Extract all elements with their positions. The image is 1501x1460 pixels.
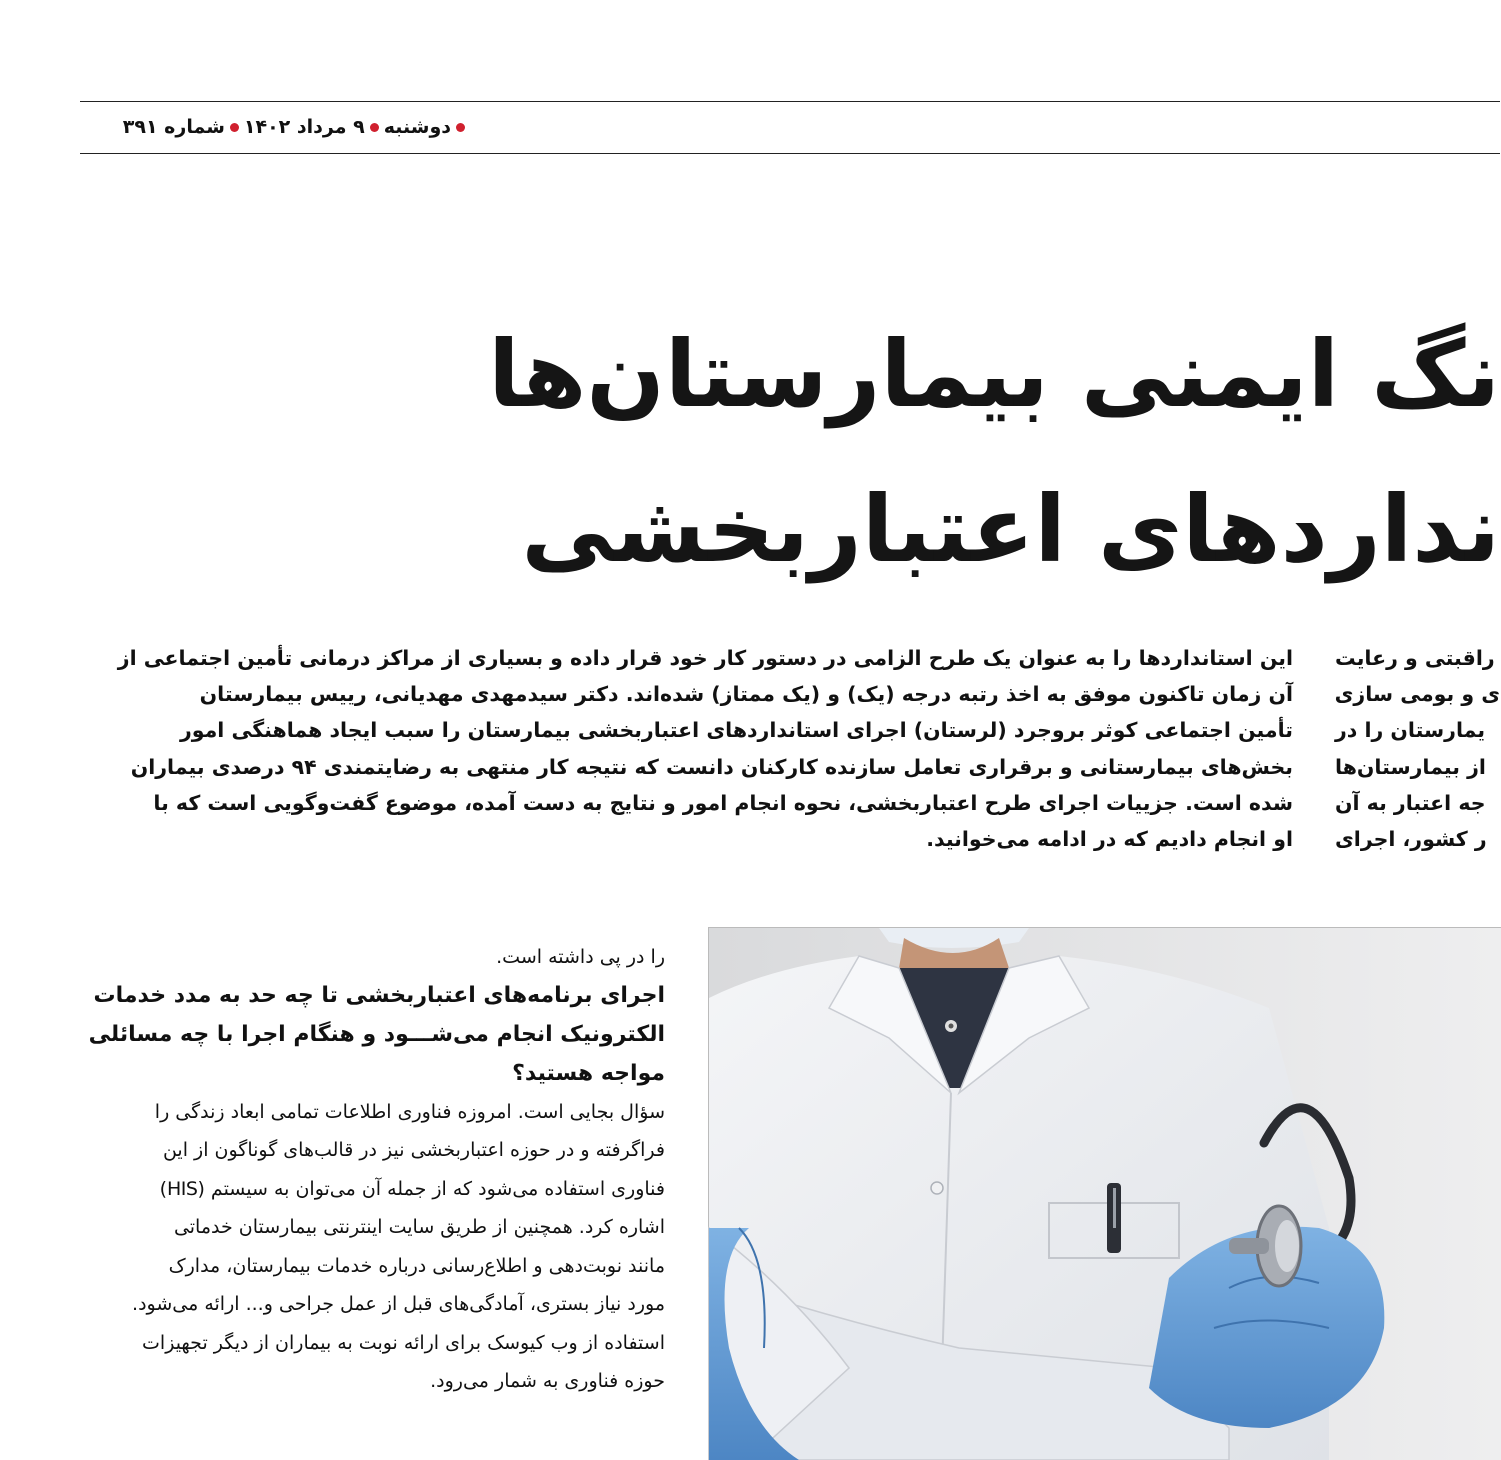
answer-line: استفاده از وب کیوسک برای ارائه نوبت به بیماران از دیگر تجهیزات <box>142 1331 665 1354</box>
lead-line: این استانداردها را به عنوان یک طرح الزامی در دستور کار خود قرار داده و بسیاری از مراکز درمانی تأمین اجتماعی از <box>117 646 1293 670</box>
question-line: الکترونیک انجام می‌شـــود و هنگام اجرا با چه مسائلی <box>88 1021 665 1047</box>
side-line: ر کشور، اجرای <box>1335 827 1487 852</box>
answer-line: فناوری استفاده می‌شود که از جمله آن می‌توان به سیستم (HIS) <box>159 1177 665 1200</box>
side-line: از بیمارستان‌ها <box>1335 754 1486 779</box>
lead-line: آن زمان تاکنون موفق به اخذ رتبه درجه (یک) و (یک ممتاز) شده‌اند. دکتر سیدمهدی مهدیانی، رییس بیمارستان <box>199 682 1293 707</box>
bullet-icon <box>370 123 379 132</box>
bullet-icon <box>230 123 239 132</box>
issue-number: شماره ۳۹۱ <box>122 116 225 138</box>
header-top-rule <box>80 101 1500 102</box>
side-line: راقبتی و رعایت <box>1335 646 1495 670</box>
side-line: جه اعتبار به آن <box>1335 790 1486 815</box>
headline-line-1: نگ ایمنی بیمارستان‌ها <box>488 321 1500 428</box>
answer-line: مانند نوبت‌دهی و اطلاع‌رسانی درباره خدمات بیمارستان، مدارک <box>168 1254 665 1277</box>
answer-line: فراگرفته و در حوزه اعتباربخشی نیز در قالب‌های گوناگون از این <box>162 1139 665 1162</box>
interview-column <box>80 940 665 1459</box>
lead-line: تأمین اجتماعی کوثر بروجرد (لرستان) اجرای استانداردهای اعتباربخشی بیمارستان را سبب ایجاد هماهنگی امور <box>179 718 1293 743</box>
issue-date: ۹ مرداد ۱۴۰۲ <box>243 116 365 138</box>
lead-line: بخش‌های بیمارستانی و برقراری تعامل سازنده کارکنان دانست که نتیجه کار منتهی به رضایتمندی ۹۴ درصدی بیماران <box>130 754 1293 779</box>
doctor-photo <box>708 927 1501 1460</box>
interview-question <box>80 976 665 1093</box>
side-column-text <box>1335 640 1500 895</box>
weekday: دوشنبه <box>383 116 451 138</box>
issue-dateline <box>80 112 470 142</box>
lead-in-line: را در پی داشته است. <box>496 946 665 968</box>
lead-paragraph <box>80 640 1293 895</box>
header-bottom-rule <box>80 153 1500 154</box>
question-line: مواجه هستید؟ <box>512 1060 665 1086</box>
side-line: یمارستان را در <box>1335 718 1486 743</box>
answer-line: مورد نیاز بستری، آمادگی‌های قبل از عمل جراحی و... ارائه می‌شود. <box>132 1293 665 1316</box>
answer-line: سؤال بجایی است. امروزه فناوری اطلاعات تمامی ابعاد زندگی را <box>154 1100 665 1123</box>
side-line: ی و بومی سازی <box>1334 682 1500 707</box>
bullet-icon <box>456 123 465 132</box>
lead-line: شده است. جزییات اجرای طرح اعتباربخشی، نحوه انجام امور و نتایج به دست آمده، موضوع گفت‌وگویی است که با <box>153 790 1293 815</box>
interview-answer <box>80 1093 665 1401</box>
answer-line: اشاره کرد. همچنین از طریق سایت اینترنتی بیمارستان خدماتی <box>173 1216 665 1239</box>
doctor-illustration <box>709 928 1501 1460</box>
question-line: اجرای برنامه‌های اعتباربخشی تا چه حد به مدد خدمات <box>93 982 665 1008</box>
headline-line-2: نداردهای اعتباربخشی <box>521 476 1500 583</box>
lead-line: او انجام دادیم که در ادامه می‌خوانید. <box>926 827 1293 852</box>
answer-line: حوزه فناوری به شمار می‌رود. <box>430 1370 665 1393</box>
